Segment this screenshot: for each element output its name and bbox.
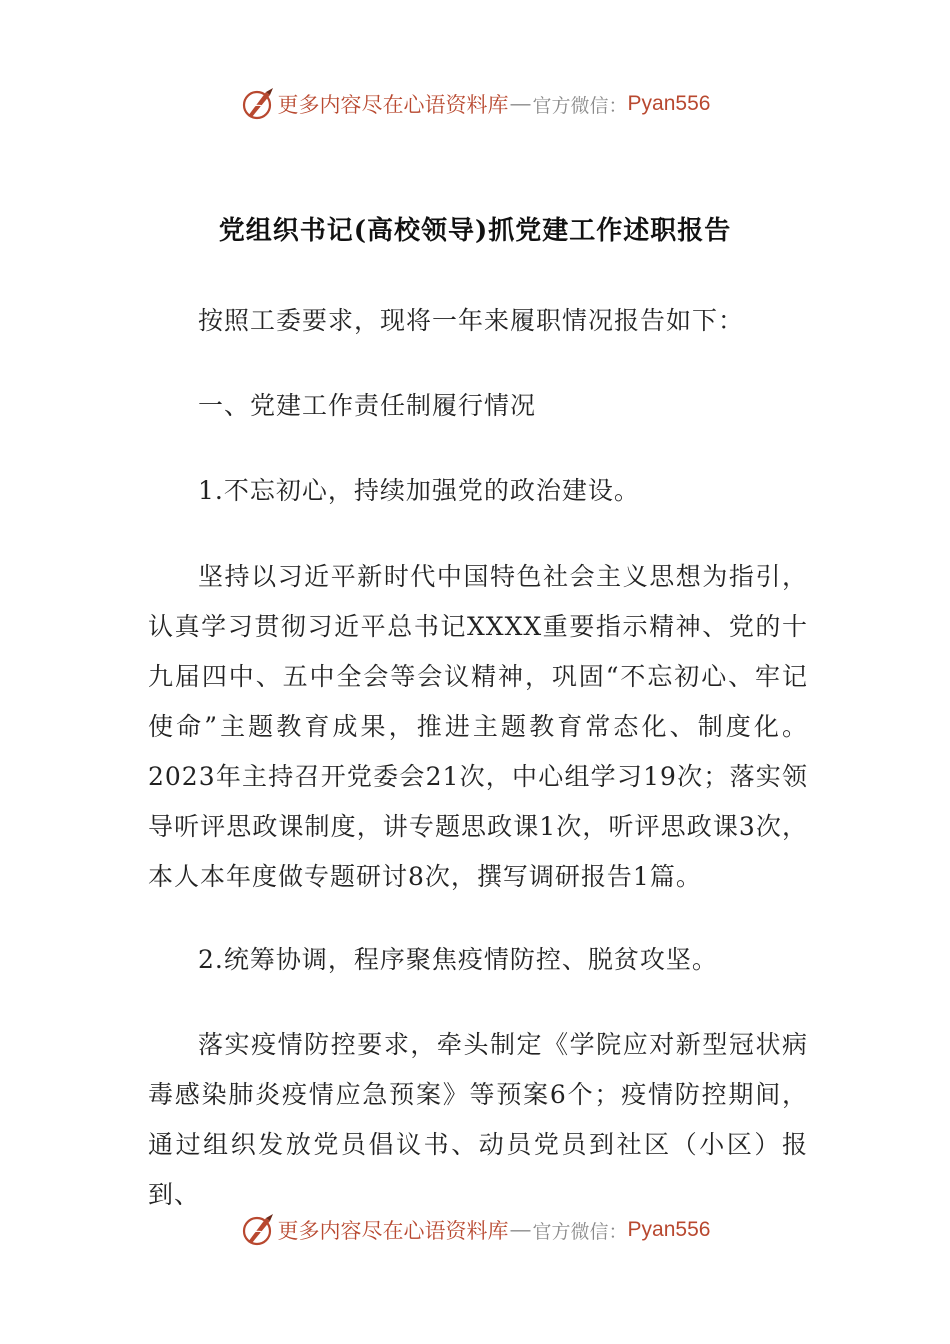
footer-wechat-label: 官方微信： xyxy=(532,1220,628,1243)
quill-pen-logo-icon xyxy=(240,1212,276,1248)
header-banner xyxy=(0,84,950,124)
quill-pen-logo-icon xyxy=(240,86,276,122)
footer-brand-text: 更多内容尽在心语资料库 xyxy=(277,1219,509,1243)
section-heading-1: 一、党建工作责任制履行情况 xyxy=(198,391,537,420)
item-body-2: 落实疫情防控要求，牵头制定《学院应对新型冠状病毒感染肺炎疫情应急预案》等预案6个；疫情防控期间，通过组织发放党员倡议书、动员党员到社区（小区）报到、 xyxy=(148,1030,808,1209)
document-title: 党组织书记(高校领导)抓党建工作述职报告 xyxy=(218,216,732,246)
item-heading-2: 2.统筹协调，程序聚焦疫情防控、脱贫攻坚。 xyxy=(198,945,718,974)
item-body-1: 坚持以习近平新时代中国特色社会主义思想为指引，认真学习贯彻习近平总书记XXXX重要指示精神、党的十九届四中、五中全会等会议精神，巩固“不忘初心、牢记使命”主题教育成果，推进主题教育常态化、制度化。2023年主持召开党委会21次，中心组学习19次；落实领导听评思政课制度，讲专题思政课1次，听评思政课3次，本人本年度做专题研讨8次，撰写调研报告1篇。 xyxy=(148,562,808,891)
banner-brand-text: 更多内容尽在心语资料库 xyxy=(277,93,509,117)
item-heading-1: 1.不忘初心，持续加强党的政治建设。 xyxy=(198,476,640,505)
banner-wechat-id: Pyan556 xyxy=(627,92,711,115)
footer-dash: — xyxy=(510,1218,531,1241)
banner-wechat-label: 官方微信： xyxy=(532,94,628,117)
banner-dash: — xyxy=(510,92,531,115)
footer-banner xyxy=(0,1210,950,1250)
footer-wechat-id: Pyan556 xyxy=(627,1218,711,1241)
intro-paragraph: 按照工委要求，现将一年来履职情况报告如下： xyxy=(198,306,745,335)
